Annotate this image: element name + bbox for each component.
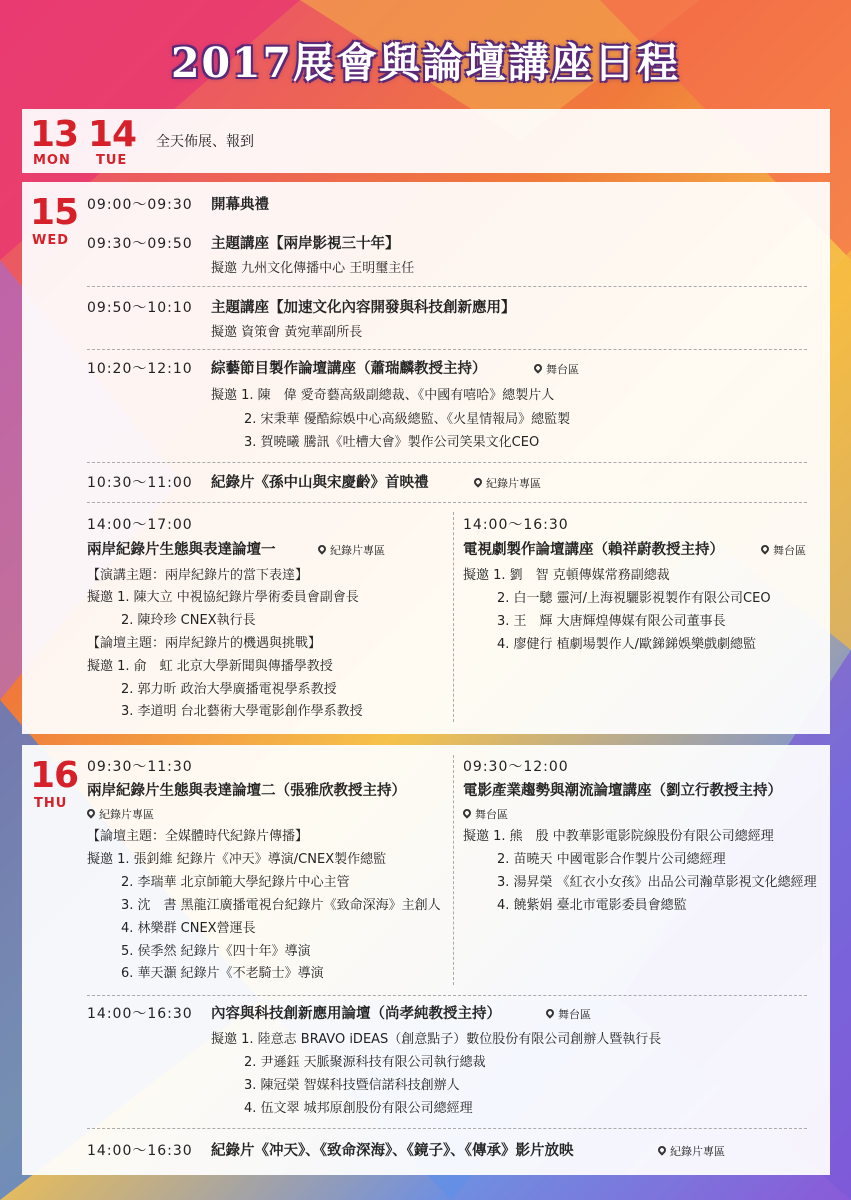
location-label: 舞台區 [558,1008,591,1021]
variety-time: 10:20～12:10 [87,361,193,377]
doc1-line: 【論壇主題：兩岸紀錄片的機遇與挑戰】 [87,636,322,651]
variety-line: 擬邀 1. 陳 偉 愛奇藝高級副總裁、《中國有嘻哈》總製片人 [211,388,555,403]
tv-title: 電視劇製作論壇講座（賴祥蔚教授主持） [463,542,724,558]
divider [87,286,807,287]
keynote2-time: 09:50～10:10 [87,300,193,316]
location-label: 舞台區 [546,363,579,376]
location-label: 舞台區 [475,808,508,821]
location-label: 紀錄片專區 [99,808,154,821]
screening-time: 14:00～16:30 [87,1143,193,1159]
location-pin-icon [759,543,770,554]
doc2-line: 4. 林樂群 CNEX營運長 [121,921,256,936]
day-15-panel [22,182,830,734]
location-pin-icon [544,1007,555,1018]
day-16-number: 16 [30,755,79,796]
doc2-line: 5. 侯季然 紀錄片《四十年》導演 [121,944,311,959]
doc2-title: 兩岸紀錄片生態與表達論壇二（張雅欣教授主持） [87,783,406,799]
tech-line: 2. 尹遜鈺 天脈聚源科技有限公司執行總裁 [244,1055,486,1070]
film-line: 2. 苗曉天 中國電影合作製片公司總經理 [497,852,726,867]
divider [87,349,807,350]
tech-line: 4. 伍文翠 城邦原創股份有限公司總經理 [244,1101,473,1116]
page-title: 2017展會與論壇講座日程 [170,39,681,87]
doc2-line: 擬邀 1. 張釗維 紀錄片《冲天》導演/CNEX製作總監 [87,852,387,867]
location-pin-icon [461,807,472,818]
day-15-number: 15 [30,192,79,233]
tv-time: 14:00～16:30 [463,517,569,533]
location-pin-icon [656,1144,667,1155]
doc1-line: 擬邀 1. 陳大立 中視協紀錄片學術委員會副會長 [87,590,359,605]
column-divider [453,512,454,722]
day-13-number: 13 [30,114,79,155]
location-label: 紀錄片專區 [330,544,385,557]
variety-location [534,362,579,378]
film-line: 擬邀 1. 熊 殷 中教華影電影院線股份有限公司總經理 [463,829,774,844]
keynote1-time: 09:30～09:50 [87,236,193,252]
keynote2-title: 主題講座【加速文化內容開發與科技創新應用】 [211,300,516,316]
variety-line: 3. 賀曉曦 騰訊《吐槽大會》製作公司笑果文化CEO [244,435,540,450]
divider [87,1128,807,1129]
tech-line: 3. 陳冠榮 智媒科技暨信諾科技創辦人 [244,1078,460,1093]
tech-location [546,1007,591,1023]
keynote1-invite: 擬邀 九州文化傳播中心 王明璽主任 [211,261,415,276]
day-14-name: TUE [96,153,128,168]
tv-location [761,543,806,559]
variety-line: 2. 宋秉華 優酷綜娛中心高級總監、《火星情報局》總監製 [244,412,571,427]
divider [87,462,807,463]
day-15-name: WED [32,233,70,248]
premiere-title: 紀錄片《孫中山與宋慶齡》首映禮 [211,475,429,491]
film-line: 4. 饒紫娟 臺北市電影委員會總監 [497,898,687,913]
tv-line: 4. 廖健行 植劇場製作人/歐銻銻娛樂戲劇總監 [497,637,757,652]
keynote2-invite: 擬邀 資策會 黃宛華副所長 [211,325,363,340]
location-pin-icon [532,362,543,373]
opening-title: 開幕典禮 [211,197,269,213]
screening-title: 紀錄片《冲天》、《致命深海》、《鏡子》、《傳承》影片放映 [211,1143,574,1159]
tech-time: 14:00～16:30 [87,1006,193,1022]
doc2-location [87,807,154,823]
location-label: 紀錄片專區 [670,1145,725,1158]
day-16-panel [22,745,830,1175]
doc2-line: 3. 沈 書 黑龍江廣播電視台紀錄片《致命深海》主創人 [121,898,441,913]
premiere-location [474,476,541,492]
variety-title: 綜藝節目製作論壇講座（蕭瑞麟教授主持） [211,361,487,377]
film-title: 電影產業趨勢與潮流論壇講座（劉立行教授主持） [463,783,782,799]
tv-line: 擬邀 1. 劉 智 克頓傳媒常務副總裁 [463,568,670,583]
column-divider [453,755,454,985]
doc1-location [318,543,385,559]
doc1-time: 14:00～17:00 [87,517,193,533]
doc2-line: 6. 華天灝 紀錄片《不老騎士》導演 [121,966,324,981]
doc2-time: 09:30～11:30 [87,759,193,775]
location-pin-icon [85,807,96,818]
doc1-line: 2. 陳玲珍 CNEX執行長 [121,613,256,628]
tv-line: 2. 白一驄 靈河/上海視驪影視製作有限公司CEO [497,591,771,606]
doc1-line: 擬邀 1. 俞 虹 北京大學新聞與傳播學教授 [87,659,333,674]
doc2-line: 2. 李瑞華 北京師範大學紀錄片中心主管 [121,875,350,890]
screening-location [658,1144,725,1160]
tech-title: 內容與科技創新應用論壇（尚孝純教授主持） [211,1006,501,1022]
opening-time: 09:00～09:30 [87,197,193,213]
day-13-name: MON [33,153,71,168]
divider [87,502,807,503]
location-pin-icon [472,476,483,487]
premiere-time: 10:30～11:00 [87,475,193,491]
location-pin-icon [316,543,327,554]
day-14-text: 全天佈展、報到 [156,134,254,150]
doc1-line: 【演講主題：兩岸紀錄片的當下表達】 [87,568,309,583]
doc1-title: 兩岸紀錄片生態與表達論壇一 [87,542,276,558]
film-line: 3. 湯昇榮 《紅衣小女孩》出品公司瀚草影視文化總經理 [497,875,817,890]
location-label: 舞台區 [773,544,806,557]
doc1-line: 3. 李道明 台北藝術大學電影創作學系教授 [121,704,363,719]
day-14-number: 14 [88,114,137,155]
film-time: 09:30～12:00 [463,759,569,775]
tech-line: 擬邀 1. 陸意志 BRAVO iDEAS（創意點子）數位股份有限公司創辦人暨執行長 [211,1032,662,1047]
doc2-line: 【論壇主題：全媒體時代紀錄片傳播】 [87,829,309,844]
tv-line: 3. 王 輝 大唐輝煌傳媒有限公司董事長 [497,614,726,629]
film-location [463,807,508,823]
keynote1-title: 主題講座【兩岸影視三十年】 [211,236,400,252]
day-13-14-panel [22,109,830,173]
day-16-name: THU [34,796,68,811]
location-label: 紀錄片專區 [486,477,541,490]
divider [87,995,807,996]
doc1-line: 2. 郭力昕 政治大學廣播電視學系教授 [121,682,337,697]
